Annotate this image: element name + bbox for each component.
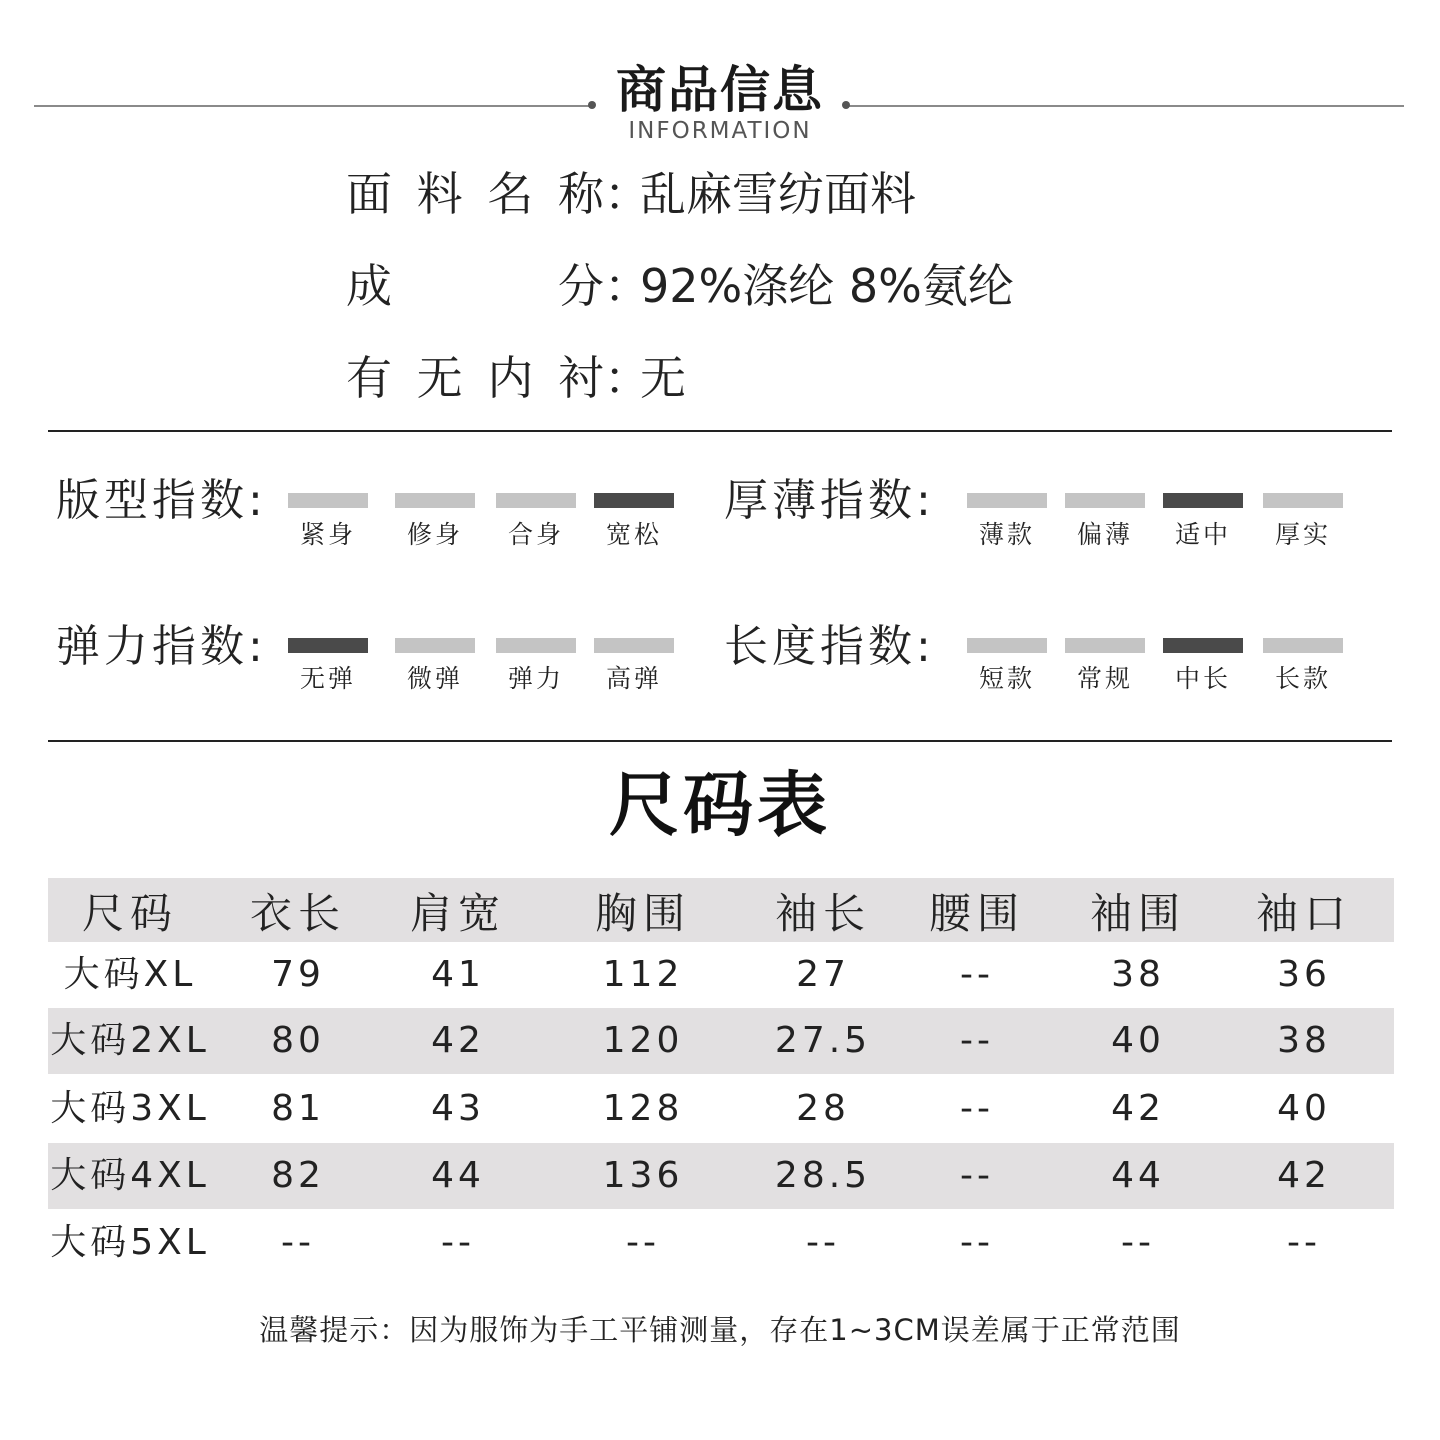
measurement-cell: 28.5 bbox=[774, 1155, 872, 1196]
measurement-cell: 38 bbox=[1111, 954, 1165, 995]
info-colon: ： bbox=[604, 259, 650, 313]
column-header: 胸围 bbox=[594, 889, 691, 938]
table-row bbox=[48, 1143, 1394, 1209]
index-option-label: 高弹 bbox=[605, 664, 662, 693]
index-option-label: 长款 bbox=[1274, 664, 1331, 693]
measurement-cell: 80 bbox=[271, 1020, 325, 1061]
index-bar bbox=[967, 493, 1047, 508]
index-bar bbox=[1263, 493, 1343, 508]
info-label: 有无内衬 bbox=[346, 351, 604, 405]
measurement-cell: -- bbox=[1121, 1222, 1155, 1263]
measurement-cell: 44 bbox=[1111, 1155, 1165, 1196]
column-header: 袖围 bbox=[1089, 889, 1186, 938]
measurement-cell: 27 bbox=[796, 954, 850, 995]
index-bar bbox=[1263, 638, 1343, 653]
measurement-cell: -- bbox=[960, 1155, 994, 1196]
measurement-cell: 41 bbox=[431, 954, 485, 995]
info-fabric-name bbox=[346, 166, 916, 222]
size-name-cell: 大码2XL bbox=[50, 1020, 210, 1061]
column-header: 袖长 bbox=[774, 889, 871, 938]
info-label: 面料名称 bbox=[346, 167, 604, 221]
measurement-cell: 28 bbox=[796, 1088, 850, 1129]
index-option-label: 短款 bbox=[978, 664, 1035, 693]
header-left-line bbox=[34, 105, 590, 107]
index-option-label: 修身 bbox=[406, 520, 463, 549]
measurement-cell: -- bbox=[960, 1222, 994, 1263]
measurement-cell: 44 bbox=[431, 1155, 485, 1196]
column-header: 尺码 bbox=[81, 889, 178, 938]
section-title-product-info: 商品信息 bbox=[616, 61, 824, 119]
measurement-cell: 81 bbox=[271, 1088, 325, 1129]
measurement-cell: 27.5 bbox=[774, 1020, 872, 1061]
index-bar bbox=[496, 638, 576, 653]
table-row bbox=[48, 1210, 1394, 1276]
size-table-header bbox=[48, 878, 1394, 942]
measurement-cell: 43 bbox=[431, 1088, 485, 1129]
index-bar-selected bbox=[1163, 638, 1243, 653]
column-header: 肩宽 bbox=[409, 889, 506, 938]
index-option-label: 中长 bbox=[1174, 664, 1231, 693]
size-name-cell: 大码4XL bbox=[50, 1155, 210, 1196]
measurement-cell: 136 bbox=[602, 1155, 684, 1196]
section-subtitle: INFORMATION bbox=[628, 118, 812, 144]
info-colon: ： bbox=[604, 167, 650, 221]
measurement-cell: 36 bbox=[1277, 954, 1331, 995]
measurement-cell: 128 bbox=[602, 1088, 684, 1129]
measurement-cell: -- bbox=[806, 1222, 840, 1263]
size-table-title: 尺码表 bbox=[609, 764, 831, 846]
measurement-cell: 112 bbox=[602, 954, 684, 995]
column-header: 衣长 bbox=[249, 889, 346, 938]
info-value: 乱麻雪纺面料 bbox=[640, 167, 916, 221]
measurement-cell: -- bbox=[441, 1222, 475, 1263]
index-label-length: 长度指数: bbox=[724, 621, 935, 672]
info-lining bbox=[346, 350, 686, 406]
index-bar bbox=[395, 493, 475, 508]
divider-middle bbox=[48, 740, 1392, 742]
table-row bbox=[48, 942, 1394, 1008]
measurement-cell: 42 bbox=[431, 1020, 485, 1061]
index-option-label: 微弹 bbox=[406, 664, 463, 693]
index-bar-selected bbox=[1163, 493, 1243, 508]
index-bar-selected bbox=[594, 493, 674, 508]
measurement-note: 温馨提示：因为服饰为手工平铺测量，存在1~3CM误差属于正常范围 bbox=[259, 1313, 1181, 1347]
size-name-cell: 大码5XL bbox=[50, 1222, 210, 1263]
column-header: 腰围 bbox=[928, 889, 1025, 938]
measurement-cell: -- bbox=[626, 1222, 660, 1263]
index-bar bbox=[594, 638, 674, 653]
info-value: 无 bbox=[640, 351, 686, 405]
info-value: 92%涤纶 8%氨纶 bbox=[640, 259, 1014, 313]
measurement-cell: 79 bbox=[271, 954, 325, 995]
table-row bbox=[48, 1008, 1394, 1074]
measurement-cell: 120 bbox=[602, 1020, 684, 1061]
index-bar bbox=[1065, 638, 1145, 653]
measurement-cell: 42 bbox=[1277, 1155, 1331, 1196]
info-composition bbox=[346, 258, 1014, 314]
index-bar bbox=[288, 493, 368, 508]
divider-top bbox=[48, 430, 1392, 432]
index-bar bbox=[496, 493, 576, 508]
index-option-label: 适中 bbox=[1174, 520, 1231, 549]
size-name-cell: 大码3XL bbox=[50, 1088, 210, 1129]
index-option-label: 紧身 bbox=[299, 520, 356, 549]
index-option-label: 偏薄 bbox=[1076, 520, 1133, 549]
measurement-cell: 40 bbox=[1277, 1088, 1331, 1129]
index-bar bbox=[1065, 493, 1145, 508]
index-label-thickness: 厚薄指数: bbox=[724, 475, 935, 526]
index-bar bbox=[395, 638, 475, 653]
measurement-cell: -- bbox=[960, 954, 994, 995]
index-label-fit: 版型指数: bbox=[56, 475, 267, 526]
measurement-cell: -- bbox=[960, 1088, 994, 1129]
measurement-cell: 38 bbox=[1277, 1020, 1331, 1061]
index-label-elasticity: 弹力指数: bbox=[56, 621, 267, 672]
index-bar-selected bbox=[288, 638, 368, 653]
info-colon: ： bbox=[604, 351, 650, 405]
measurement-cell: 42 bbox=[1111, 1088, 1165, 1129]
index-option-label: 合身 bbox=[507, 520, 564, 549]
info-label: 成分 bbox=[346, 259, 604, 313]
measurement-cell: -- bbox=[960, 1020, 994, 1061]
index-option-label: 厚实 bbox=[1274, 520, 1331, 549]
index-bar bbox=[967, 638, 1047, 653]
header-right-line bbox=[848, 105, 1404, 107]
index-option-label: 薄款 bbox=[978, 520, 1035, 549]
index-option-label: 无弹 bbox=[299, 664, 356, 693]
column-header: 袖口 bbox=[1255, 889, 1352, 938]
index-option-label: 弹力 bbox=[507, 664, 564, 693]
measurement-cell: 82 bbox=[271, 1155, 325, 1196]
measurement-cell: -- bbox=[281, 1222, 315, 1263]
measurement-cell: -- bbox=[1287, 1222, 1321, 1263]
index-option-label: 常规 bbox=[1076, 664, 1133, 693]
measurement-cell: 40 bbox=[1111, 1020, 1165, 1061]
size-name-cell: 大码XL bbox=[63, 954, 197, 995]
index-option-label: 宽松 bbox=[605, 520, 662, 549]
table-row bbox=[48, 1075, 1394, 1143]
